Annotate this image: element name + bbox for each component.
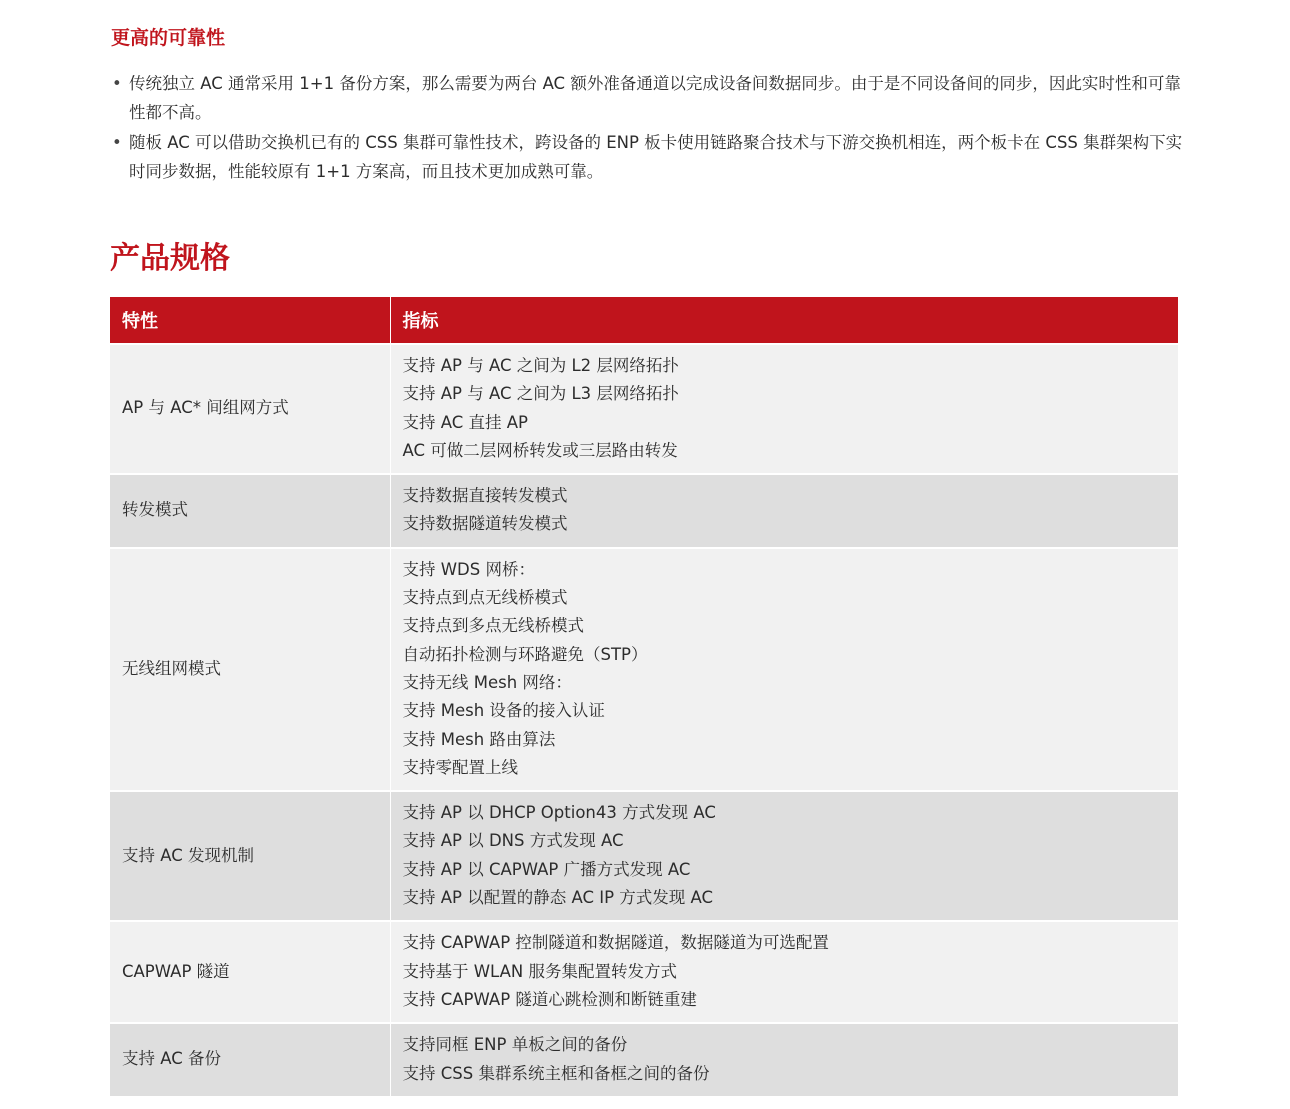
spec-table-header [110,297,1178,344]
row-metrics [390,791,1178,921]
row-feature: CAPWAP 隧道 [110,921,390,1023]
metric-line: 支持点到多点无线桥模式 [402,616,584,636]
table-row [110,921,1178,1023]
row-feature: 支持 AC 备份 [110,1023,390,1096]
metric-line: 支持 Mesh 路由算法 [402,729,556,749]
metric-line: 支持 CAPWAP 控制隧道和数据隧道，数据隧道为可选配置 [402,933,829,953]
metric-line: 自动拓扑检测与环路避免（STP） [402,644,648,664]
row-metrics [390,1023,1178,1096]
metric-line: 支持 AP 与 AC 之间为 L2 层网络拓扑 [402,356,679,375]
metric-line: AC 可做二层网桥转发或三层路由转发 [402,440,678,460]
metric-line: 支持 Mesh 设备的接入认证 [402,701,605,721]
row-feature: 无线组网模式 [110,548,390,791]
metric-line: 支持 CSS 集群系统主框和备框之间的备份 [402,1063,710,1083]
spec-section-title: 产品规格 [110,241,230,276]
metric-line: 支持 AP 以 DNS 方式发现 AC [402,831,624,851]
metric-line: 支持数据隧道转发模式 [402,514,568,534]
bullet-item: • 随板 AC 可以借助交换机已有的 CSS 集群可靠性技术，跨设备的 ENP 板卡使用链路聚合技术与下游交换机相连，两个板卡在 CSS 集群架构下实时同步数据，性能较原有 1+1 方案高，而且技术更加成熟可靠。 [111,129,1186,186]
metric-line: 支持 CAPWAP 隧道心跳检测和断链重建 [402,989,697,1009]
bullet-item: • 传统独立 AC 通常采用 1+1 备份方案，那么需要为两台 AC 额外准备通道以完成设备间数据同步。由于是不同设备间的同步，因此实时性和可靠性都不高。 [111,70,1186,127]
metric-line: 支持基于 WLAN 服务集配置转发方式 [402,961,678,981]
metric-line: 支持 AP 以配置的静态 AC IP 方式发现 AC [402,888,714,908]
metric-line: 支持 AP 以 DHCP Option43 方式发现 AC [402,803,716,823]
metric-line: 支持无线 Mesh 网络： [402,672,572,692]
row-metrics [390,344,1178,474]
row-feature: 转发模式 [110,474,390,548]
metric-line: 支持 AC 直挂 AP [402,412,528,432]
metric-line: 支持 AP 与 AC 之间为 L3 层网络拓扑 [402,384,679,404]
metric-line: 支持点到点无线桥模式 [402,588,568,608]
row-metrics [390,548,1178,791]
metric-line: 支持数据直接转发模式 [402,486,568,506]
row-feature: 支持 AC 发现机制 [110,791,390,921]
metric-line: 支持同框 ENP 单板之间的备份 [402,1035,628,1055]
row-metrics [390,921,1178,1023]
reliability-heading: 更高的可靠性 [111,27,226,49]
reliability-bullet-list [111,70,1186,188]
table-row [110,1023,1178,1096]
table-row [110,548,1178,791]
table-row [110,344,1178,474]
spec-table [110,297,1178,1096]
row-metrics [390,474,1178,548]
row-feature: AP 与 AC* 间组网方式 [110,344,390,474]
table-row [110,474,1178,548]
metric-line: 支持 AP 以 CAPWAP 广播方式发现 AC [402,859,691,879]
header-metric: 指标 [390,297,1178,344]
table-row [110,791,1178,921]
header-feature: 特性 [110,297,390,344]
metric-line: 支持 WDS 网桥： [402,559,535,579]
metric-line: 支持零配置上线 [402,757,518,777]
